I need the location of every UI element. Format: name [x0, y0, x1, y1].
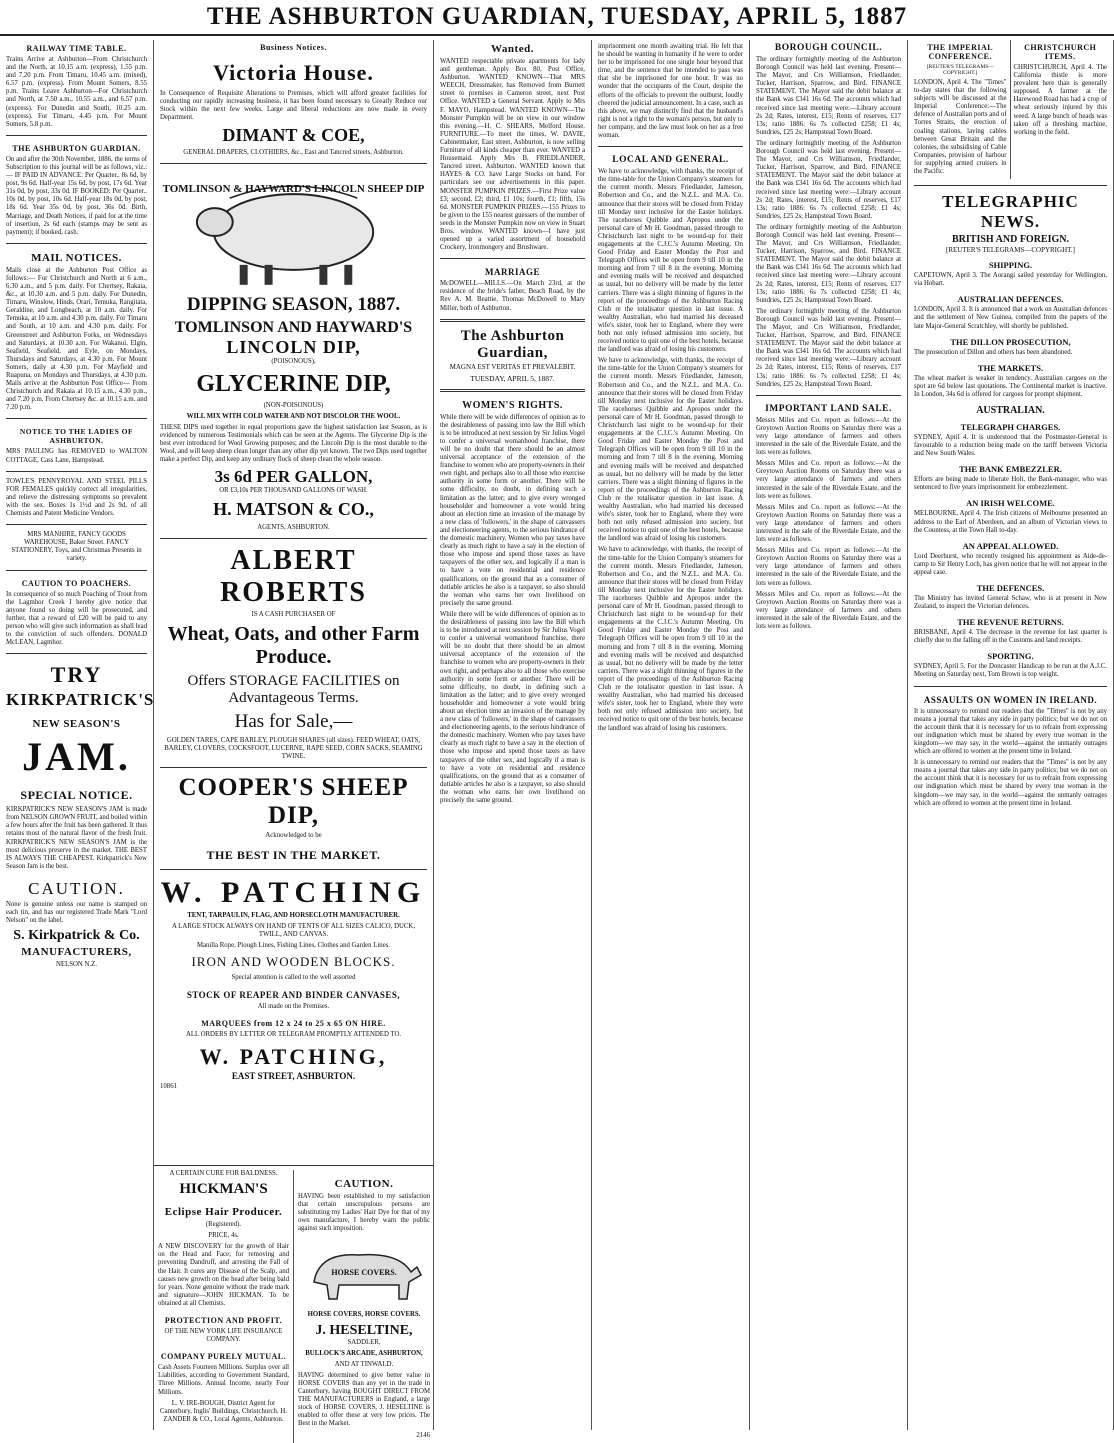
divider	[440, 389, 585, 392]
masthead	[0, 0, 1114, 36]
mail-text: Mails close at the Ashburton Post Office as follows:— For Christchurch and North at 6 a.m., 6.30 a.m., and 5 p.m. daily. For Chertsey, Rakaia, &c., at 10.30 a.m. and 5 p.m. daily. For Dunedin, Timaru, Winslow, Hinds, Orari, Temuka, Rangitata, Geraldine, and Longbeach, at 10 a.m. daily. For Temuka, at 10 a.m. and 4.30 p.m. daily. For Timaru and South, at 10 a.m. and 4.30 p.m. daily. For Greenstreet and Ashburton Forks, on Wednesdays and Saturdays, at 10.30 a.m. For Wakanui, Elgin, Seafield, Seafield, and Eyle, on Mondays, Thursdays and Saturdays, at 4.30 p.m. For Mount Somers, daily at 4.30 p.m. For Mayfield and Ruapuna, on Mondays and Thursdays, at 4.30 p.m. Mails arrive at the Ashburton Post Office— From Christchurch and Rakaia at 10.15 a.m., 4.30 p.m., and 7.20 p.m. From Chertsey &c. at 10.15 a.m. and 7.20 p.m.	[6, 266, 147, 412]
column-4	[592, 40, 750, 1430]
shipping-text: CAPETOWN, April 3. The Aorangi sailed yesterday for Wellington, via Hobart.	[914, 272, 1107, 288]
paper-date: TUESDAY, APRIL 5, 1887.	[470, 373, 555, 383]
christ-text: CHRISTCHURCH, April 4. The California thistle is more prevalent here than is generally supposed. A farmer at the Harewood Road has had a crop of wheat seriously injured by this weed. A large bunch of heads was taken off a threshing machine, working in the field.	[1013, 64, 1107, 136]
manufacturers-heading: MANUFACTURERS,	[21, 946, 132, 959]
non-poison-text: (NON-POISONOUS)	[263, 401, 324, 409]
split-ads	[154, 1165, 434, 1443]
revenue-heading: THE REVENUE RETURNS.	[957, 617, 1064, 628]
paper-motto: MAGNA EST VERITAS ET PREVALEBIT.	[449, 362, 576, 371]
patching-addr: EAST STREET, ASHBURTON.	[231, 1070, 356, 1081]
cooper-heading: COOPER'S SHEEP DIP,	[178, 773, 409, 829]
dip-text: THESE DIPS used together in equal proportions gave the highest satisfaction last Season, as is evidenced by numerous Testimonials which can be seen at the Agents. The Glycerine Dip is the best ever introduced for Wool Growing purposes; and the Lincoln Dip is the most durable to the Wool, and will keep sheep clean longer than any other dip yet known. The two Dips used together make a perfect Dip, and keep any ordinary flock of sheep clean the whole season.	[160, 423, 427, 464]
patching-sub: TENT, TARPAULIN, FLAG, AND HORSECLOTH MANUFACTURER.	[187, 911, 400, 919]
land-text-3: Messrs Miles and Co. report as follows:—At the Greytown Auction Rooms on Saturday there was a very large attendance of farmers and others interested in the sale of the Riverdale Estate, and the lots were as follows.	[756, 503, 901, 544]
divider	[160, 538, 427, 539]
newspaper-title: THE ASHBURTON GUARDIAN, TUESDAY, APRIL 5, 1887	[206, 3, 908, 30]
land-text-5: Messrs Miles and Co. report as follows:—At the Greytown Auction Rooms on Saturday there was a very large attendance of farmers and others interested in the sale of the Riverdale Estate, and the lots were as follows.	[756, 590, 901, 630]
markets-heading: THE MARKETS.	[977, 362, 1044, 373]
poachers-heading: CAUTION TO POACHERS.	[21, 578, 132, 588]
mutual-heading: COMPANY PURELY MUTUAL.	[160, 1352, 287, 1362]
defences-text: The Ministry has invited General Schaw, who is at present in New Zealand, to inspect the Victorian defences.	[914, 595, 1107, 611]
dipping-heading: DIPPING SEASON, 1887.	[186, 294, 401, 316]
poisonous-text: (POISONOUS),	[271, 358, 316, 366]
aus-def-heading: AUSTRALIAN DEFENCES.	[957, 294, 1064, 305]
divider	[160, 767, 427, 768]
borough-heading: BOROUGH COUNCIL.	[774, 43, 883, 53]
womens-text-2: While there will be wide differences of opinion as to the desirableness of passing into law the Bill which is to be introduced at next session by Sir Julius Vogel to confer a universal womanhood franchise, there will be no doubt that there should be an almost universal acceptance of the extension of the franchise to women who are property-owners in their own right, and perhaps also to all those who exercise authority in some form or another. There will be some difficulty, no doubt, in defining such a limitation as the latter; and to give every wronged householder and homeowner a vote would bring about an election time an invasion of the manage by a new class of 'followers,' in the shape of canvassers and electioneering agents, to the serious hindrance of the domestic machinery. Women who pay taxes have clearly as much right to have a say in the election of those who impose and spend those taxes as have taxpayers of the other sex, and logically if a man is to have a vote on residential and residence qualifications, on the ground that as a consumer of dutiable articles he also is a taxpayer, so also should the woman who earns her own livelihood on precisely the same ground.	[440, 610, 585, 805]
protection-heading: PROTECTION AND PROFIT.	[164, 1316, 283, 1326]
nzl-text: OF THE NEW YORK LIFE INSURANCE COMPANY.	[164, 1328, 283, 1344]
heseltine-text: HAVING determined to give better value in HORSE COVERS than any yet in the trade in Canterbury, having BOUGHT DIRECT FROM THE MANUFACTURERS in England, a large stock of HORSE COVERS, J. HESELTINE is enabled to offer these at very low prices. The Best in the Market.	[298, 1371, 430, 1428]
forsale-text: GOLDEN TARES, CAPE BARLEY, PLOUGH SHARES (all sizes). FEED WHEAT, OATS, BARLEY, CLOVERS, COCKSFOOT, LUCERNE, RAPE SEED, CORN SACKS, SEAMING TWINE.	[164, 736, 423, 760]
divider	[6, 135, 147, 136]
aus-def-text: LONDON, April 3. It is announced that a work on Australian defences and the settlement of New Guinea, compiled from the papers of the late Major-General Scratchley, will shortly be published.	[914, 306, 1107, 330]
jam-heading: JAM.	[22, 734, 131, 780]
assaults-text: It is unnecessary to remind our readers that the "Times" is not by any means a journal that takes any side in party politics; but we do not on the account think that it is necessary for us to refrain from expressing our indignation which must be shared by every true woman in the kingdom—we may say, in the world—against the unmanly outrages which are offered to women at the present time in Ireland.	[914, 707, 1107, 756]
divider	[598, 146, 743, 147]
imperial-tag: [REUTER'S TELEGRAMS—COPYRIGHT.]	[926, 64, 994, 76]
cash-text: IS A CASH PURCHASER OF	[251, 611, 336, 619]
bank-text: Efforts are being made to liberate Holt, the Bank-manager, who was sentenced to five years imprisonment for embezzlement.	[914, 476, 1107, 492]
try-heading: TRY	[50, 662, 103, 688]
column-1	[0, 40, 154, 1430]
poachers-text: In consequence of so much Poaching of Trout from the Lagmhor Creek I hereby give notice that anyone found so doing will be prosecuted, and further, that a reward of £20 will be paid to any person who will give such information as shall lead to the conviction of such offenders. DONALD McLEAN, Lagmhor.	[6, 590, 147, 647]
special-attn: Special attention is called to the well assorted	[231, 974, 356, 982]
hickman-heading: HICKMAN'S	[179, 1181, 268, 1198]
split-right	[294, 1170, 434, 1443]
divider	[914, 185, 1107, 186]
paper-title: The Ashburton Guardian,	[460, 327, 565, 361]
split-left	[154, 1170, 294, 1443]
australian-heading: AUSTRALIAN.	[976, 404, 1045, 416]
womens-heading: WOMEN'S RIGHTS.	[462, 399, 563, 411]
nelson-text: NELSON N.Z.	[56, 961, 97, 969]
tomlinson-heading: TOMLINSON AND HAYWARD'S	[174, 319, 413, 337]
col6-top	[914, 40, 1107, 179]
patching-ropes: Manilla Rope, Plough Lines, Fishing Lines, Clothes and Garden Lines.	[196, 942, 391, 950]
guardian-text: On and after the 30th November, 1886, the terms of Subscription to this journal will be as follows, viz.: — IF PAID IN ADVANCE: Per Quarter.. 8s 6d, by post, 9s 6d. Half-year 15s 6d, by post, 17s 6d. Year 31s 0d, by post, 33s 0d. IF BOOKED: Per Quarter.. 10s 0d, by post, 10s 6d. Half-year 18s 0d, by post, 18s 6d. Year 35s 0d, by post, 36s 0d. Birth, Marriage, and Death Notices, if paid for at the time of insertion, 2s 6d each (stamps may be sent as payment); if booked, cash.	[6, 155, 147, 236]
marquees-heading: MARQUEES from 12 x 24 to 25 x 65 ON HIRE.	[201, 1019, 386, 1029]
local-text: We have to acknowledge, with thanks, the receipt of the time-table for the Union Company's steamers for the current month. Messrs Friedlander, Jameson, Robertson and Co., and the N.Z.L. and M.A. Co. announce that their stores will be closed from Friday till Monday next inclusive for the Easter holidays. The racehorses Quibble and Apropos under the personal care of Mr H. Goodman, passed through to Christchurch last night to be wound-up for their engagements at the C.J.C.'s Autumn Meeting. On Good Friday and Easter Monday the Post and Telegraph Offices will be open from 9 till 10 in the morning and from 7 till 8 in the evening. Morning and evening mails will be received and despatched as usual, but no delivery will be made by the letter carriers. There was a slight thinning of figures in the report of the proceedings of the Ashburton Racing Club re the totalisator question in last issue. A wealthy Australian, who had married his deceased wife's sister, took her to England, where they were both not only refused admission into society, but received notice to quit one of the best hotels, because the landlord was afraid of losing his customers.	[598, 168, 743, 354]
mutual-text: Cash Assets Fourteen Millions. Surplus over all Liabilities, according to Government Standard, Three Millions. Annual Income, nearly Four Millions.	[158, 1364, 289, 1396]
borough-text-3: The ordinary fortnightly meeting of the Ashburton Borough Council was held last evening. Present—The Mayor, and Crs Williamson, Friedlander, Tucker, Harrison, Sparrow, and Bird. FINANCE STATEMENT. The Mayor said the debit balance at the Bank was £341 16s 6d. The accounts which had received since last meeting were:—Library account 2s 2d; Rates, interest, £15; Rents of reserves, £17 13s; ratio 1886: 6s 7s collected £258; £1 4s; Sundries, £25 2s; Hampstead Town Board.	[756, 223, 901, 304]
telegraph-text: SYDNEY, April 4. It is understood that the Postmaster-General is favourable to a reduction being made on the tariff between Victoria and New South Wales.	[914, 433, 1107, 458]
new-season-heading: NEW SEASON'S	[32, 718, 121, 731]
column-6	[908, 40, 1114, 1430]
divider	[6, 653, 147, 654]
bullock-text: BULLOCK'S ARCADE, ASHBURTON,	[305, 1349, 423, 1357]
christ-heading: CHRISTCHURCH ITEMS.	[1024, 43, 1097, 61]
land-text-2: Messrs Miles and Co. report as follows:—At the Greytown Auction Rooms on Saturday there was a very large attendance of farmers and others interested in the sale of the Riverdale Estate, and the lots were as follows.	[756, 460, 901, 500]
borough-text: The ordinary fortnightly meeting of the Ashburton Borough Council was held last evening. Present—The Mayor, and Crs Williamson, Friedlander, Tucker, Harrison, Sparrow, and Bird. FINANCE STATEMENT. The Mayor said the debit balance at the Bank was £341 16s 6d. The accounts which had received since last meeting were:—Library account 2s 2d; Rates, interest, £15; Rents of reserves, £17 13s; ratio 1886: 6s 7s collected £258; £1 4s; Sundries, £25 2s; Hampstead Town Board.	[756, 56, 901, 136]
assaults-heading: ASSAULTS ON WOMEN IN IRELAND.	[923, 694, 1098, 705]
dimant-sub: GENERAL DRAPERS, CLOTHIERS, &c., East and Tancred streets, Ashburton.	[183, 149, 404, 157]
divider	[160, 869, 427, 870]
divider	[6, 524, 147, 525]
imperial-heading: THE IMPERIAL CONFERENCE.	[927, 43, 994, 61]
imperial-text: LONDON, April 4. The "Times" to-day states that the following subjects will be discussed at the Imperial Conference:—The defence of Australian ports and of Torres Straits, the erection of coaling stations, laying cables between Great Britain and the colonies, the subsidising of Cable Companies, provision of harbour for supplying armed cruisers in the Pacific.	[914, 79, 1007, 176]
local-text-2: We have to acknowledge, with thanks, the receipt of the time-table for the Union Company's steamers for the current month. Messrs Friedlander, Jameson, Robertson and Co., and the N.Z.L. and M.A. Co. announce that their stores will be closed from Friday till Monday next inclusive for the Easter holidays. The racehorses Quibble and Apropos under the personal care of Mr H. Goodman, passed through to Christchurch last night to be wound-up for their engagements at the C.J.C.'s Autumn Meeting. On Good Friday and Easter Monday the Post and Telegraph Offices will be open from 9 till 10 in the morning and from 7 till 8 in the evening. Morning and evening mails will be received and despatched as usual, but no delivery will be made by the letter carriers. There was a slight thinning of figures in the report of the proceedings of the Ashburton Racing Club re the totalisator question in last issue. A wealthy Australian, who had married his deceased wife's sister, took her to England, where they were both not only refused admission into society, but received notice to quit one of the best hotels, because the landlord was afraid of losing his customers.	[598, 357, 743, 543]
wanted-text: WANTED respectable private apartments for lady and gentleman. Apply Box 80, Post Office, Ashburton. WANTED KNOWN—That MRS WEECH, Dressmaker, has Removed from Burnett street to premises in Cameron street, next Post Office. WANTED a General Servant. Apply to Mrs F. MAYO, Hampstead. WANTED KNOWN—The Monster Pumpkin will be on view in our window this evening.—H. C. SHEARS, Melford House. FURNITURE.—To meet the times, W. DAVIE, Cabinetmaker, East street, Ashburton, is now selling Furniture of all kinds cheaper than ever. WANTED a Housemaid. Apply Mrs B. FRIEDLANDER, Tancred street, Ashburton. WANTED known that HAYES & CO. have Large Stocks on hand. For particulars see our advertisements in this paper. MONSTER PUMPKIN PRIZES.—First Prize value £3; second, £2; third, £1 10s; fourth, £1; fifth, 15s 6d. MONSTER PUMPKIN PRIZES.—155 Prizes to be given to the 155 nearest guessers of the number of seeds in the Monster Pumpkin now on view in Stuart Bros. window. WANTED known—I have just opened up a varied assortment of household Crockery, Ironmongery and Brushware.	[440, 58, 585, 252]
assaults-text-2: It is unnecessary to remind our readers that the "Times" is not by any means a journal that takes any side in party politics; but we do not on the account think that it is necessary for us to refrain from expressing our indignation which must be shared by every true woman in the kingdom—we may say, in the world—against the unmanly outrages which are offered to women at the present time in Ireland.	[914, 759, 1107, 807]
matson-heading: H. MATSON & CO.,	[213, 499, 374, 520]
bf-heading: BRITISH AND FOREIGN.	[952, 234, 1069, 246]
ladies-text: MRS PAULING has REMOVED to WALTON COTTAGE, Cass Lane, Hampstead.	[6, 448, 147, 464]
defences-heading: THE DEFENCES.	[976, 583, 1045, 593]
offers-heading: Offers STORAGE FACILITIES on Advantageous Terms.	[187, 672, 400, 706]
local-heading: LOCAL AND GENERAL.	[612, 155, 729, 166]
lincoln-heading: LINCOLN DIP,	[226, 337, 361, 358]
kirkpatrick-heading: KIRKPATRICK'S	[6, 690, 155, 710]
bank-heading: THE BANK EMBEZZLER.	[959, 464, 1062, 475]
divider	[6, 418, 147, 419]
ladies-heading: NOTICE TO THE LADIES OF ASHBURTON.	[19, 427, 134, 446]
price-text: PRICE, 4s.	[208, 1232, 239, 1240]
patching-heading: W. PATCHING	[160, 875, 427, 909]
pills-text: TOWLE'S PENNYROYAL AND STEEL PILLS FOR FEMALES quickly correct all irregularities, and relieve the distressing symptoms so prevalent with the sex. Boxes 1s 1½d and 2s 9d, of all Chemists and Patent Medicine Vendors.	[6, 477, 147, 518]
dip-price2: OR £3,10s PER THOUSAND GALLONS OF WASH.	[219, 487, 368, 495]
heseltine-heading: J. HESELTINE,	[315, 1322, 413, 1338]
wanted-heading: Wanted.	[491, 43, 534, 55]
divider	[914, 686, 1107, 687]
marriage-text: McDOWELL—MILLS.—On March 23rd, at the residence of the bride's father, Beach Road, by the Rev A. M. Beattie, Thomas McDowell to Mary Miller, both of Ashburton.	[440, 280, 585, 312]
dillon-heading: THE DILLON PROSECUTION,	[950, 336, 1071, 347]
markets-text: The wheat market is weaker in tendency. Australian cargoes on the spot are 6d below last quotations. The Continental market is inactive. In London, 34s 6d is offered for cargoes for prompt shipment.	[914, 374, 1107, 398]
tinwald-text: AND AT TINWALD.	[334, 1360, 394, 1368]
caution-text: None is genuine unless our name is stamped on each tin, and has our registered Trade Mark "Lord Nelson" on the label.	[6, 900, 147, 925]
cooper-best: THE BEST IN THE MARKET.	[206, 847, 381, 862]
divider	[440, 258, 585, 259]
telegraphic-heading: TELEGRAPHIC NEWS.	[942, 192, 1079, 232]
sheep-label: TOMLINSON & HAYWARD'S LINCOLN SHEEP DIP	[162, 183, 425, 196]
col4-text: imprisonment one month awaiting trial. He felt that he should be wanting in humanity if he were to order her to be imprisoned for one single hour beyond that time, and the sentence that he intended to pass was that she be imprisoned for one hour. It was no wonder that the occupants of the Court, despite the efforts of the officials to prevent the outburst, loudly cheered the judicial announcement. In a case, such as this above, we may distinctly find that the husband's right is not a right to the woman's person, but only to her company, and the law must look on her as a free woman.	[598, 43, 743, 140]
business-heading: Business Notices.	[260, 43, 327, 52]
caution-heading: CAUTION.	[28, 878, 125, 898]
column-3	[434, 40, 592, 1430]
glycerine-heading: GLYCERINE DIP,	[196, 370, 391, 397]
womens-text: While there will be wide differences of opinion as to the desirableness of passing into law the Bill which is to be introduced at next session by Sir Julius Vogel to confer a universal womanhood franchise, there will be no doubt that there should be an almost universal acceptance of the extension of the franchise to women who are property-owners in their own right, and perhaps also to all those who exercise authority in some form or another. There will be some difficulty, no doubt, in defining such a limitation as the latter; and to give every wronged householder and homeowner a vote would bring about an election time an invasion of the manage by a new class of 'followers,' in the shape of canvassers and electioneering agents, to the serious hindrance of the domestic machinery. Women who pay taxes have clearly as much right to have a say in the election of those who impose and spend those taxes as have taxpayers of the other sex, and logically if a man is to have a vote on residential and residence qualifications, on the ground that as a consumer of dutiable articles he also is a taxpayer, so also should the woman who earns her own livelihood on precisely the same ground.	[440, 413, 585, 607]
appeal-text: Lord Deerhurst, who recently resigned his appointment as Aide-de-camp to Sir Henry Loch, has given notice that he will not appear in the appeal case.	[914, 552, 1107, 576]
manhire-text: MRS MANHIRE, FANCY GOODS WAREHOUSE, Baker Street. FANCY STATIONERY, Toys, and Christmas Presents in variety.	[11, 531, 142, 563]
saddler-text: SADDLER,	[347, 1338, 381, 1346]
borough-text-2: The ordinary fortnightly meeting of the Ashburton Borough Council was held last evening. Present—The Mayor, and Crs Williamson, Friedlander, Tucker, Harrison, Sparrow, and Bird. FINANCE STATEMENT. The Mayor said the debit balance at the Bank was £341 16s 6d. The accounts which had received since last meeting were:—Library account 2s 2d; Rates, interest, £15; Rents of reserves, £17 13s; ratio 1886: 6s 7s collected £258; £1 4s; Sundries, £25 2s; Hampstead Town Board.	[756, 139, 901, 220]
caution2-text: HAVING been established to my satisfaction that certain unscrupulous persons are substituting my Ladies' Hair Dye for that of my own manufacture, I hereby warn the public against such imposition.	[298, 1193, 430, 1233]
dip-price: 3s 6d PER GALLON,	[214, 467, 373, 487]
agents-text: AGENTS, ASHBURTON.	[257, 524, 330, 532]
eclipse-heading: Eclipse Hair Producer.	[164, 1206, 283, 1219]
hickman-text: A NEW DISCOVERY for the growth of Hair on the Head and Face; for removing and preventing Dandruff, and arresting the Fall of the Hair. It cures any Disease of the Scalp, and causes new growth on the head after being bald for years. None genuine without the trade mark and signature—JOHN HICKMAN. To be obtained at all Chemists.	[158, 1243, 289, 1307]
telegraph-heading: TELEGRAPH CHARGES.	[960, 421, 1061, 432]
dimant-heading: DIMANT & COE,	[222, 125, 365, 146]
ref-no: 10861	[160, 1082, 177, 1090]
divider	[756, 395, 901, 396]
bf-tag: [REUTER'S TELEGRAMS—COPYRIGHT.]	[946, 246, 1075, 255]
patching-large: A LARGE STOCK ALWAYS ON HAND OF TENTS OF ALL SIZES CALICO, DUCK, TWILL, AND CANVAS.	[171, 922, 416, 939]
caution2-heading: CAUTION.	[334, 1178, 394, 1190]
sheep-illustration	[160, 170, 427, 290]
irish-heading: AN IRISH WELCOME.	[966, 498, 1055, 509]
divider	[6, 243, 147, 244]
borough-text-4: The ordinary fortnightly meeting of the Ashburton Borough Council was held last evening. Present—The Mayor, and Crs Williamson, Friedlander, Tucker, Harrison, Sparrow, and Bird. FINANCE STATEMENT. The Mayor said the debit balance at the Bank was £341 16s 6d. The accounts which had received since last meeting were:—Library account 2s 2d; Rates, interest, £15; Rents of reserves, £17 13s; ratio 1886: 6s 7s collected £258; £1 4s; Sundries, £25 2s; Hampstead Town Board.	[756, 307, 901, 388]
appeal-heading: AN APPEAL ALLOWED.	[962, 540, 1059, 551]
sporting-heading: SPORTING.	[987, 651, 1034, 662]
divider	[160, 163, 427, 164]
stock-heading: STOCK OF REAPER AND BINDER CANVASES,	[186, 990, 401, 1001]
mail-heading: MAIL NOTICES.	[31, 251, 122, 264]
christ-section	[1011, 40, 1108, 179]
revenue-text: BRISBANE, April 4. The decrease in the revenue for last quarter is chiefly due to the falling off in the Customs and land receipts.	[914, 629, 1107, 645]
orders-text: ALL ORDERS BY LETTER OR TELEGRAM PROMPTLY ATTENDED TO.	[185, 1031, 402, 1039]
divider	[440, 319, 585, 322]
column-5	[750, 40, 908, 1430]
divider	[6, 570, 147, 571]
victoria-text: In Consequence of Requisite Alterations to Premises, which will afford greater facilities for conducting our rapidly increasing business, it has been found necessary to Greatly Reduce our Stock within the next few weeks. Large and liberal reductions are now made in every Department.	[160, 90, 427, 122]
marriage-heading: MARRIAGE	[485, 267, 540, 278]
victoria-heading: Victoria House.	[213, 60, 374, 85]
cure-text: A CERTAIN CURE FOR BALDNESS.	[169, 1170, 278, 1177]
patching2-heading: W. PATCHING,	[199, 1043, 388, 1069]
registered-text: (Registered).	[205, 1221, 242, 1229]
irish-text: MELBOURNE, April 4. The Irish citizens of Melbourne presented an address to the Earl of Aberdeen, and an album of Victorian views to the Countess, at the Town Hall to-day.	[914, 510, 1107, 534]
divider	[6, 471, 147, 472]
ironwood-heading: IRON AND WOODEN BLOCKS.	[191, 954, 396, 970]
mix-text: WILL MIX WITH COLD WATER AND NOT DISCOLOR THE WOOL.	[186, 412, 401, 420]
sporting-text: SYDNEY, April 5. For the Doncaster Handicap to be run at the A.J.C. Meeting on Saturday next, Tom Brown is top weight.	[914, 663, 1107, 679]
land-text-4: Messrs Miles and Co. report as follows:—At the Greytown Auction Rooms on Saturday there was a very large attendance of farmers and others interested in the sale of the Riverdale Estate, and the lots were as follows.	[756, 547, 901, 587]
local-text-3: We have to acknowledge, with thanks, the receipt of the time-table for the Union Company's steamers for the current month. Messrs Friedlander, Jameson, Robertson and Co., and the N.Z.L. and M.A. Co. announce that their stores will be closed from Friday till Monday next inclusive for the Easter holidays. The racehorses Quibble and Apropos under the personal care of Mr H. Goodman, passed through to Christchurch last night to be wound-up for their engagements at the C.J.C.'s Autumn Meeting. On Good Friday and Easter Monday the Post and Telegraph Offices will be open from 9 till 10 in the morning and from 7 till 8 in the evening. Morning and evening mails will be received and despatched as usual, but no delivery will be made by the letter carriers. There was a slight thinning of figures in the report of the proceedings of the Ashburton Racing Club re the totalisator question in last issue. A wealthy Australian, who had married his deceased wife's sister, took her to England, where they were both not only refused admission into society, but received notice to quit one of the best hotels, because the landlord was afraid of losing his customers.	[598, 546, 743, 732]
column-2	[154, 40, 434, 1439]
agent-text: L. V. IRE-BOUGH, District Agent for Canterbury, Inglis' Buildings, Christchurch. H. ZANDER & CO., Local Agents, Ashburton.	[160, 1399, 287, 1423]
land-heading: IMPORTANT LAND SALE.	[765, 403, 892, 414]
albert-heading: ALBERT ROBERTS	[220, 545, 367, 609]
kirk-text: KIRKPATRICK'S NEW SEASON'S JAM is made from NELSON GROWN FRUIT, and boiled within a few hours after the fruit has been gathered. It thus retains most of the natural flavor of the fresh fruit. KIRKPATRICK'S NEW SEASON'S JAM is the most delicious preserve in the market. THE BEST IS ALWAYS THE CHEAPEST. Kirkpatrick's New Season Jam is the best.	[6, 806, 147, 870]
forsale-heading: Has for Sale,—	[234, 710, 353, 732]
land-text: Messrs Miles and Co. report as follows:—At the Greytown Auction Rooms on Saturday there was a very large attendance of farmers and others interested in the sale of the Riverdale Estate, and the lots were as follows.	[756, 416, 901, 457]
hc-label: HORSE COVERS.	[331, 1268, 397, 1278]
imperial-section	[914, 40, 1011, 179]
horse-covers-text: HORSE COVERS, HORSE COVERS.	[307, 1311, 421, 1319]
ref2: 2146	[416, 1431, 430, 1439]
guardian-heading: THE ASHBURTON GUARDIAN.	[12, 143, 141, 153]
skirk-heading: S. Kirkpatrick & Co.	[13, 928, 140, 944]
special-notice-heading: SPECIAL NOTICE.	[20, 788, 133, 803]
premises-text: All made on the Premises.	[257, 1003, 330, 1011]
horse-cover-illustration	[298, 1237, 430, 1307]
railway-heading: RAILWAY TIME TABLE.	[26, 44, 127, 53]
shipping-heading: SHIPPING.	[988, 260, 1033, 271]
cooper-sub: Acknowledged to be	[265, 831, 322, 839]
wheat-heading: Wheat, Oats, and other Farm Produce.	[167, 622, 420, 668]
dillon-text: The prosecution of Dillon and others has been abandoned.	[914, 348, 1073, 356]
railway-text: Trains Arrive at Ashburton—From Christchurch and the North, at 10.15 a.m. (express), 1.55 p.m. and 7.20 p.m. From Timaru, 10.45 a.m. (mixed), 6.57 p.m. (express). From Mount Somers, 8.55 p.m. Trains Leave Ashburton—For Christchurch and North, at 7.50 a.m., 10.55 a.m., and 6.57 p.m. (express). For Dunedin and South, 10.25 a.m. (express). For Timaru, 4.45 p.m. For Mount Somers, 5.8 p.m.	[6, 56, 147, 128]
